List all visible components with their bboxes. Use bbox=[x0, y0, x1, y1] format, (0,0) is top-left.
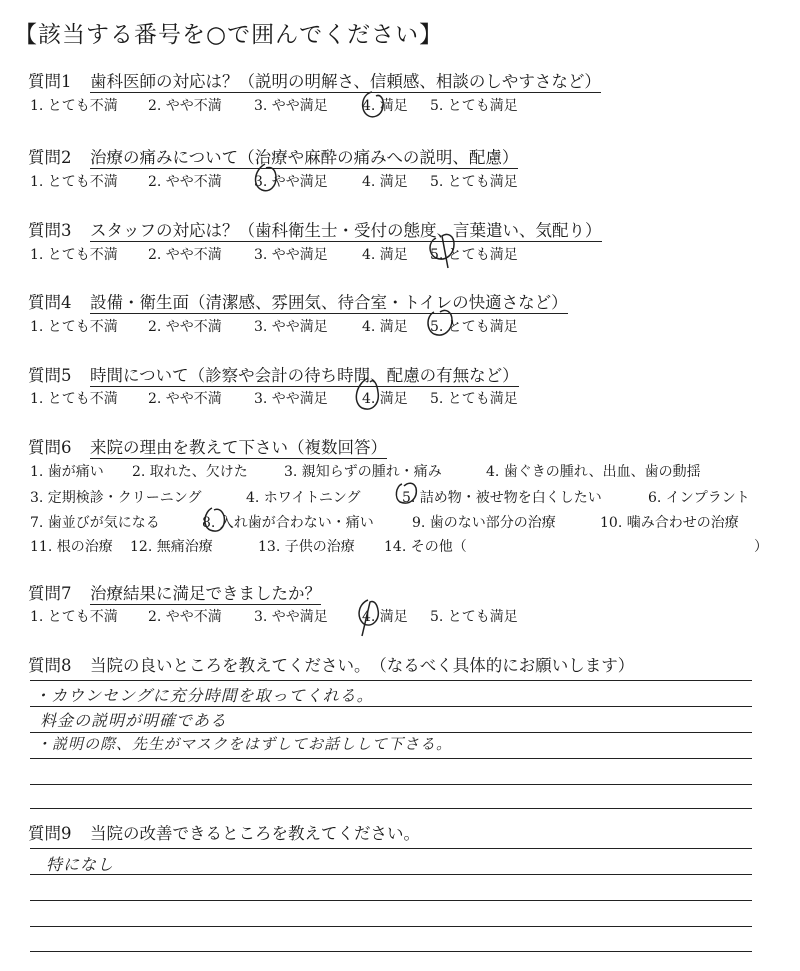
option[interactable]: 5. とても満足 bbox=[430, 174, 518, 190]
option[interactable]: 1. とても不満 bbox=[30, 319, 118, 335]
question-note: （清潔感、雰囲気、待合室・トイレの快適さなど） bbox=[189, 293, 568, 312]
handwritten-answer[interactable]: ・説明の際、先生がマスクをはずしてお話しして下さる。 bbox=[36, 735, 453, 753]
question-text: 当院の改善できるところを教えてください。 bbox=[90, 824, 420, 843]
option[interactable]: 2. やや不満 bbox=[148, 609, 222, 625]
option[interactable]: 5. とても満足 bbox=[430, 391, 518, 407]
option[interactable]: 4. 歯ぐきの腫れ、出血、歯の動揺 bbox=[486, 464, 701, 480]
option[interactable]: 3. 親知らずの腫れ・痛み bbox=[284, 464, 442, 480]
option[interactable]: 3. やや満足 bbox=[254, 319, 328, 335]
option[interactable]: 4. 満足 bbox=[362, 319, 408, 335]
option[interactable]: 3. やや満足 bbox=[254, 98, 328, 114]
question-text: 当院の良いところを教えてください。 bbox=[90, 656, 371, 675]
question-text: 来院の理由を教えて下さい bbox=[90, 438, 288, 457]
option[interactable]: 1. 歯が痛い bbox=[30, 464, 104, 480]
answer-line bbox=[30, 758, 752, 759]
option[interactable]: 2. やや不満 bbox=[148, 98, 222, 114]
answer-line bbox=[30, 706, 752, 707]
question-3 bbox=[28, 217, 602, 241]
option[interactable]: 2. やや不満 bbox=[148, 247, 222, 263]
question-text: 歯科医師の対応は？ bbox=[90, 72, 239, 91]
option[interactable]: 3. 定期検診・クリーニング bbox=[30, 490, 202, 506]
option[interactable]: 5. とても満足 bbox=[430, 247, 518, 263]
answer-line bbox=[30, 926, 752, 927]
question-label: 質問1 bbox=[28, 72, 72, 91]
option[interactable]: 2. やや不満 bbox=[148, 391, 222, 407]
question-9 bbox=[28, 820, 420, 844]
option[interactable]: 5. とても満足 bbox=[430, 609, 518, 625]
question-note: （治療や麻酔の痛みへの説明、配慮） bbox=[238, 148, 519, 167]
question-label: 質問6 bbox=[28, 438, 72, 457]
question-text: 治療の痛みについて bbox=[90, 148, 239, 167]
option[interactable]: 4. 満足 bbox=[362, 247, 408, 263]
option[interactable]: 2. やや不満 bbox=[148, 174, 222, 190]
option[interactable]: 2. 取れた、欠けた bbox=[132, 464, 248, 480]
option[interactable]: 7. 歯並びが気になる bbox=[30, 515, 160, 531]
question-2 bbox=[28, 144, 518, 168]
page-title: 【該当する番号を○で囲んでください】 bbox=[14, 22, 444, 48]
option[interactable]: 1. とても不満 bbox=[30, 391, 118, 407]
question-label: 質問8 bbox=[28, 656, 72, 675]
question-label: 質問9 bbox=[28, 824, 72, 843]
question-note: （なるべく具体的にお願いします） bbox=[378, 656, 635, 675]
option[interactable]: 1. とても不満 bbox=[30, 174, 118, 190]
question-8 bbox=[28, 652, 634, 676]
option[interactable]: 14. その他（ bbox=[384, 539, 467, 555]
question-label: 質問2 bbox=[28, 148, 72, 167]
answer-line bbox=[30, 784, 752, 785]
option[interactable]: 13. 子供の治療 bbox=[258, 539, 355, 555]
option[interactable]: 5. 詰め物・被せ物を白くしたい bbox=[402, 490, 602, 506]
option[interactable]: 4. ホワイトニング bbox=[246, 490, 361, 506]
question-text: 治療結果に満足できましたか？ bbox=[90, 584, 321, 603]
question-text: 時間について bbox=[90, 366, 189, 385]
question-7 bbox=[28, 580, 321, 604]
option[interactable]: 3. やや満足 bbox=[254, 391, 328, 407]
option[interactable]: 4. 満足 bbox=[362, 174, 408, 190]
option[interactable]: 1. とても不満 bbox=[30, 98, 118, 114]
option[interactable]: 3. やや満足 bbox=[254, 247, 328, 263]
question-note: （診察や会計の待ち時間、配慮の有無など） bbox=[188, 366, 519, 385]
option[interactable]: 5. とても満足 bbox=[430, 98, 518, 114]
option[interactable]: 4. 満足 bbox=[362, 391, 408, 407]
option[interactable]: 4. 満足 bbox=[362, 609, 408, 625]
answer-line bbox=[30, 680, 752, 681]
option[interactable]: 12. 無痛治療 bbox=[130, 539, 213, 555]
question-text: 設備・衛生面 bbox=[90, 293, 189, 312]
option[interactable]: 4. 満足 bbox=[362, 98, 408, 114]
question-label: 質問7 bbox=[28, 584, 72, 603]
question-label: 質問4 bbox=[28, 293, 72, 312]
option: ） bbox=[754, 539, 768, 555]
option[interactable]: 5. とても満足 bbox=[430, 319, 518, 335]
option[interactable]: 8. 入れ歯が合わない・痛い bbox=[202, 515, 374, 531]
question-label: 質問3 bbox=[28, 221, 72, 240]
option[interactable]: 10. 噛み合わせの治療 bbox=[600, 515, 739, 531]
option[interactable]: 3. やや満足 bbox=[254, 609, 328, 625]
handwritten-answer[interactable]: 特になし bbox=[46, 855, 115, 874]
question-note: （歯科衛生士・受付の態度、言葉遣い、気配り） bbox=[238, 221, 602, 240]
answer-line bbox=[30, 900, 752, 901]
handwritten-answer[interactable]: ・カウンセングに充分時間を取ってくれる。 bbox=[34, 686, 374, 705]
question-label: 質問5 bbox=[28, 366, 72, 385]
answer-line bbox=[30, 874, 752, 875]
question-1 bbox=[28, 68, 601, 92]
question-note: （複数回答） bbox=[288, 438, 387, 457]
option[interactable]: 1. とても不満 bbox=[30, 247, 118, 263]
handwritten-answer[interactable]: 料金の説明が明確である bbox=[40, 711, 228, 730]
option[interactable]: 2. やや不満 bbox=[148, 319, 222, 335]
option[interactable]: 11. 根の治療 bbox=[30, 539, 113, 555]
question-5 bbox=[28, 362, 519, 386]
question-6 bbox=[28, 434, 387, 458]
question-note: （説明の明解さ、信頼感、相談のしやすさなど） bbox=[238, 72, 601, 91]
question-text: スタッフの対応は？ bbox=[90, 221, 239, 240]
answer-line bbox=[30, 808, 752, 809]
option[interactable]: 3. やや満足 bbox=[254, 174, 328, 190]
question-4 bbox=[28, 289, 568, 313]
option[interactable]: 6. インプラント bbox=[648, 490, 750, 506]
option[interactable]: 1. とても不満 bbox=[30, 609, 118, 625]
answer-line bbox=[30, 951, 752, 952]
answer-line bbox=[30, 848, 752, 849]
option[interactable]: 9. 歯のない部分の治療 bbox=[412, 515, 556, 531]
